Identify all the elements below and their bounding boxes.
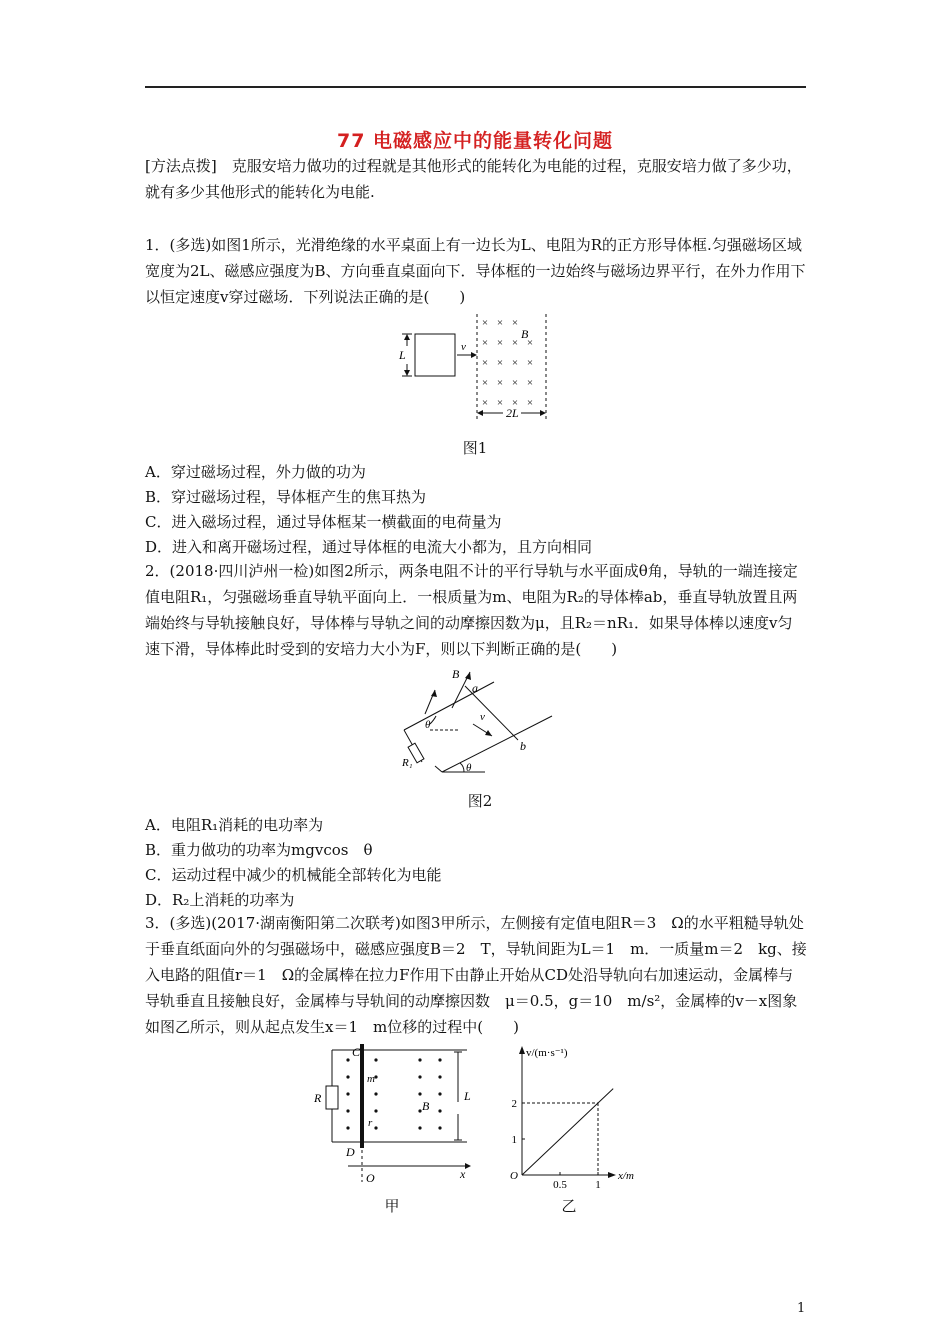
figure-3-chart-caption: 乙 bbox=[561, 1197, 577, 1215]
field-dot bbox=[418, 1058, 421, 1061]
label-2L: 2L bbox=[506, 406, 519, 420]
field-cross: × bbox=[481, 397, 489, 409]
q2-option-d: D．R₂上消耗的功率为 bbox=[145, 891, 295, 909]
q1-option-a: A．穿过磁场过程，外力做的功为 bbox=[145, 463, 366, 481]
field-cross: × bbox=[481, 337, 489, 349]
label-v: v bbox=[480, 711, 485, 723]
field-dot bbox=[374, 1058, 377, 1061]
field-dot bbox=[438, 1126, 441, 1129]
field-dot bbox=[346, 1109, 349, 1112]
page-title: 77 电磁感应中的能量转化问题 bbox=[336, 130, 614, 152]
label-B: B bbox=[452, 667, 460, 681]
header-rule bbox=[145, 86, 806, 88]
field-dot bbox=[438, 1109, 441, 1112]
q2-option-b: B．重力做功的功率为mgvcos θ bbox=[145, 841, 373, 859]
field-cross: × bbox=[526, 337, 534, 349]
label-C: C bbox=[352, 1045, 361, 1059]
field-dot bbox=[346, 1092, 349, 1095]
field-cross: × bbox=[526, 377, 534, 389]
field-cross: × bbox=[526, 357, 534, 369]
figure-2 bbox=[400, 662, 560, 782]
label-R1: R₁ bbox=[402, 757, 413, 769]
question-1-stem: 1．(多选)如图1所示，光滑绝缘的水平桌面上有一边长为L、电阻为R的正方形导体框.匀强磁场区域宽度为2L、磁感应强度为B、方向垂直桌面向下．导体框的一边始终与磁场边界平行，在外力作用下以恒定速度v穿过磁场．下列说法正确的是( ) bbox=[145, 236, 806, 306]
label-m: m bbox=[367, 1073, 375, 1085]
field-cross: × bbox=[511, 317, 519, 329]
field-dot bbox=[374, 1126, 377, 1129]
field-dot bbox=[418, 1092, 421, 1095]
y-axis-label: v/(m·s⁻¹) bbox=[526, 1047, 568, 1059]
q1-option-d: D．进入和离开磁场过程，通过导体框的电流大小都为，且方向相同 bbox=[145, 538, 593, 556]
field-cross: × bbox=[511, 377, 519, 389]
figure-3-left bbox=[310, 1044, 480, 1189]
field-dot bbox=[438, 1058, 441, 1061]
resistor-R bbox=[326, 1086, 338, 1109]
field-cross: × bbox=[481, 377, 489, 389]
field-cross: × bbox=[496, 357, 504, 369]
x-tick-label: 1 bbox=[595, 1179, 601, 1190]
label-a: a bbox=[472, 681, 478, 695]
conductor-frame bbox=[415, 334, 455, 376]
method-tip bbox=[145, 153, 807, 205]
question-3-stem: 3．(多选)(2017·湖南衡阳第二次联考)如图3甲所示，左侧接有定值电阻R＝3 Ω的水平粗糙导轨处于垂直纸面向外的匀强磁场中，磁感应强度B＝2 T，导轨间距为L＝1 m．一质量m＝2 kg、接入电路的阻值r＝1 Ω的金属棒在拉力F作用下由静止开始从CD处沿导轨向右加速运动，金属棒与导轨垂直且接触良好，金属棒与导轨间的动摩擦因数 μ＝0.5，g＝10 m/s²，金属棒的v－x图象如图乙所示，则从起点发生x＝1 m位移的过程中( ) bbox=[145, 914, 807, 1036]
figure-2-caption: 图2 bbox=[467, 792, 493, 810]
label-B: B bbox=[521, 327, 529, 341]
y-tick-label: 2 bbox=[511, 1098, 517, 1110]
x-axis-label: x/m bbox=[618, 1170, 634, 1182]
field-cross: × bbox=[496, 377, 504, 389]
field-cross: × bbox=[481, 317, 489, 329]
origin-label: O bbox=[510, 1170, 518, 1182]
label-theta-top: θ bbox=[425, 719, 431, 731]
label-theta-bottom: θ bbox=[466, 762, 472, 774]
q2-option-c: C．运动过程中减少的机械能全部转化为电能 bbox=[145, 866, 442, 884]
question-2-stem: 2．(2018·四川泸州一检)如图2所示，两条电阻不计的平行导轨与水平面成θ角，导轨的一端连接定值电阻R₁，匀强磁场垂直导轨平面向上．一根质量为m、电阻为R₂的导体棒ab，垂直导轨放置且两端始终与导轨接触良好，导体棒与导轨之间的动摩擦因数为μ，且R₂＝nR₁．如果导体棒以速度v匀速下滑，导体棒此时受到的安培力大小为F，则以下判断正确的是( ) bbox=[145, 562, 798, 658]
method-tip-text: 克服安培力做功的过程就是其他形式的能转化为电能的过程，克服安培力做了多少功，就有多少其他形式的能转化为电能. bbox=[145, 157, 802, 201]
y-tick-label: 1 bbox=[511, 1134, 517, 1146]
label-O: O bbox=[366, 1171, 375, 1185]
label-r: r bbox=[368, 1117, 373, 1129]
field-dot bbox=[418, 1126, 421, 1129]
label-v: v bbox=[461, 341, 466, 353]
field-cross: × bbox=[511, 357, 519, 369]
field-dot bbox=[374, 1092, 377, 1095]
field-dot bbox=[346, 1126, 349, 1129]
field-cross: × bbox=[511, 397, 519, 409]
x-tick-label: 0.5 bbox=[553, 1179, 567, 1190]
metal-rod bbox=[360, 1044, 364, 1148]
label-R: R bbox=[314, 1091, 322, 1105]
label-D: D bbox=[346, 1145, 355, 1159]
label-x: x bbox=[460, 1167, 466, 1181]
field-cross: × bbox=[496, 397, 504, 409]
label-B: B bbox=[422, 1099, 430, 1113]
field-dot bbox=[438, 1092, 441, 1095]
field-dot bbox=[346, 1058, 349, 1061]
field-dot bbox=[438, 1075, 441, 1078]
method-tip-label: [方法点拨] bbox=[145, 157, 217, 175]
label-L: L bbox=[464, 1089, 471, 1103]
figure-3-chart bbox=[500, 1040, 650, 1190]
q1-option-b: B．穿过磁场过程，导体框产生的焦耳热为 bbox=[145, 488, 427, 506]
field-cross: × bbox=[511, 337, 519, 349]
field-cross: × bbox=[496, 337, 504, 349]
figure-3-left-caption: 甲 bbox=[384, 1197, 400, 1215]
field-dot bbox=[418, 1075, 421, 1078]
q2-option-a: A．电阻R₁消耗的电功率为 bbox=[145, 816, 324, 834]
field-dot bbox=[374, 1109, 377, 1112]
field-cross: × bbox=[481, 357, 489, 369]
figure-1 bbox=[395, 310, 555, 430]
page-number: 1 bbox=[797, 1301, 806, 1316]
label-b: b bbox=[520, 739, 526, 753]
field-dot bbox=[346, 1075, 349, 1078]
field-cross: × bbox=[526, 397, 534, 409]
field-cross: × bbox=[496, 317, 504, 329]
series-line-v-x bbox=[522, 1089, 613, 1175]
label-L: L bbox=[399, 348, 406, 362]
figure-1-caption: 图1 bbox=[462, 439, 488, 457]
q1-option-c: C．进入磁场过程，通过导体框某一横截面的电荷量为 bbox=[145, 513, 502, 531]
